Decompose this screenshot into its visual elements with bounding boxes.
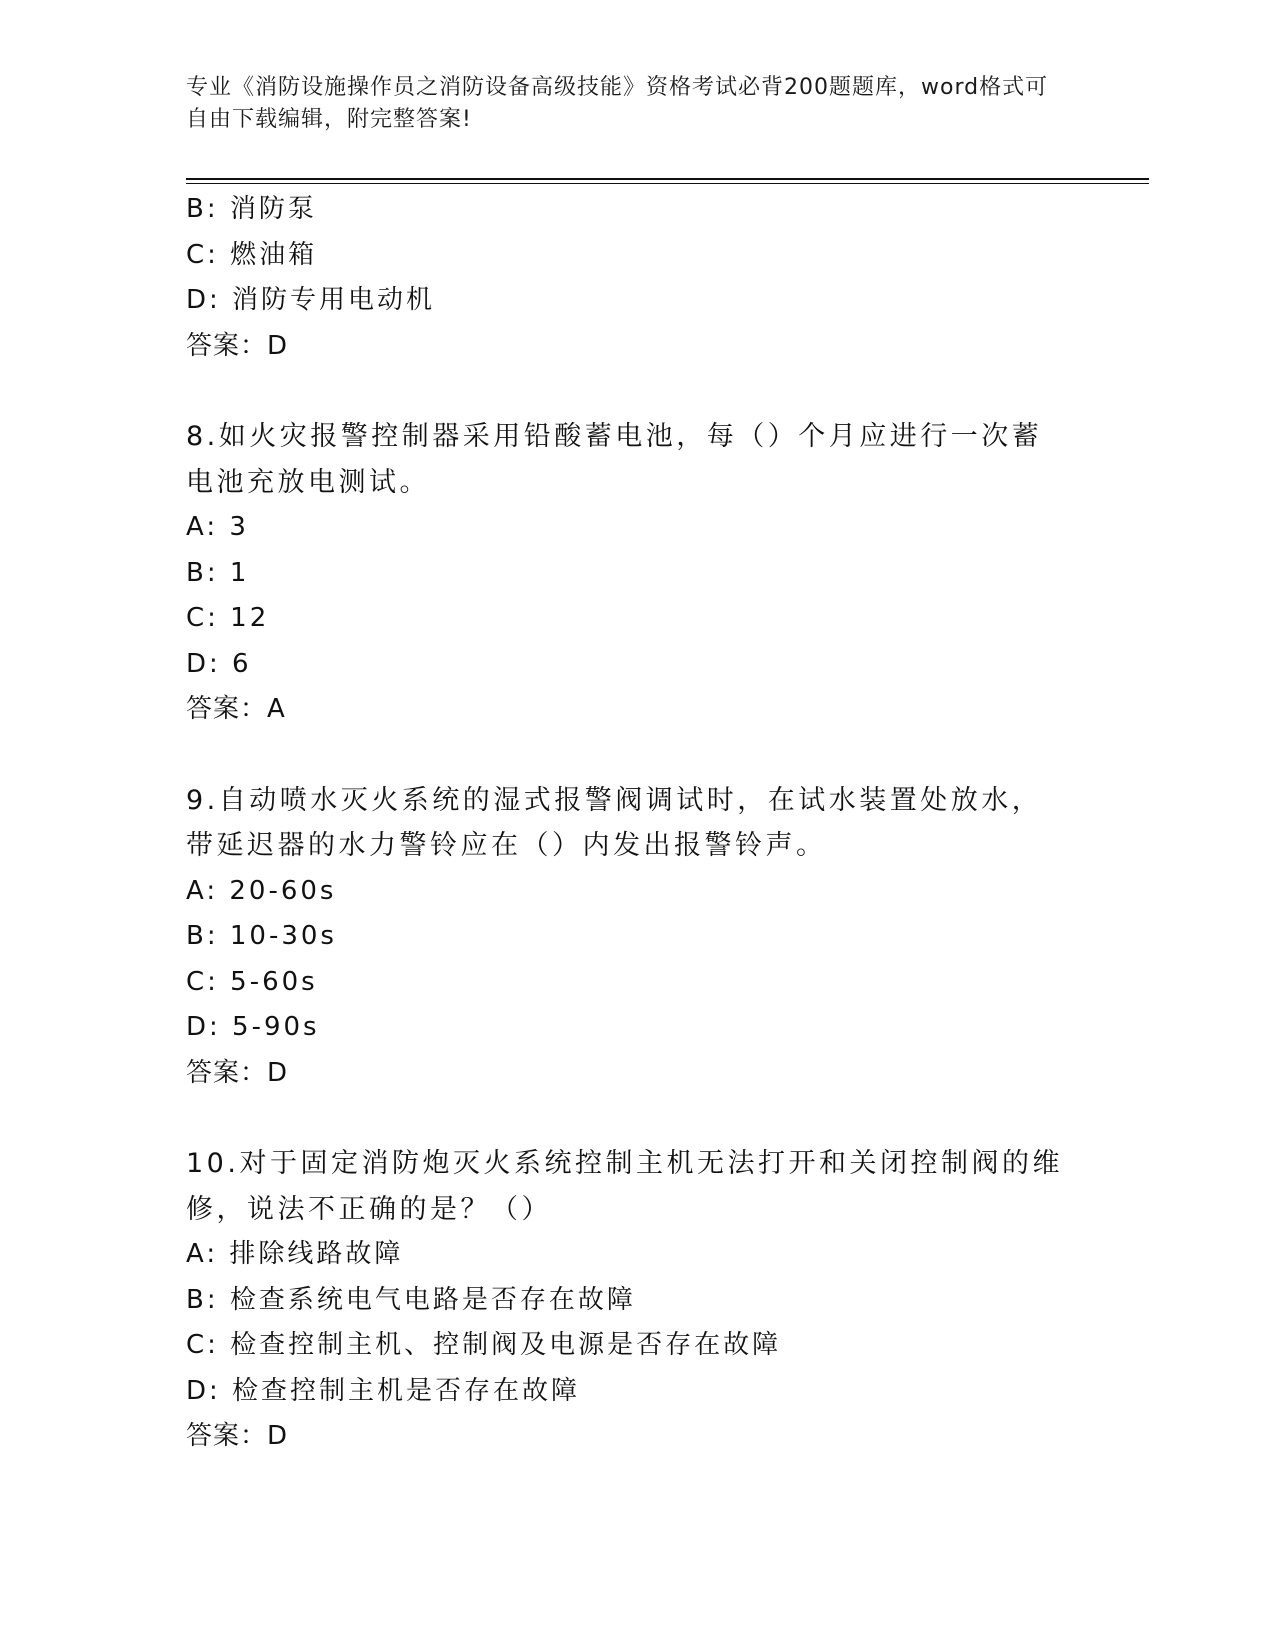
option-d: D: 消防专用电动机 <box>186 285 436 315</box>
question-list <box>186 187 1086 1460</box>
document-header <box>186 72 1066 136</box>
option-d: D: 6 <box>186 648 252 679</box>
answer-line: 答案：D <box>186 1421 289 1451</box>
continued-question <box>186 187 1086 369</box>
option-d: D: 5-90s <box>186 1012 320 1042</box>
header-text: 专业《消防设施操作员之消防设备高级技能》资格考试必背200题题库，word格式可自由下载编辑，附完整答案! <box>186 75 1049 132</box>
header-rule-thin <box>186 183 1149 184</box>
option-a: A: 排除线路故障 <box>186 1239 404 1269</box>
header-rule-thick <box>186 178 1149 180</box>
question-stem: 8.如火灾报警控制器采用铅酸蓄电池，每（）个月应进行一次蓄电池充放电测试。 <box>186 421 1043 498</box>
answer-line: 答案：A <box>186 694 286 724</box>
option-b: B: 10-30s <box>186 921 337 951</box>
question-stem: 9.自动喷水灭火系统的湿式报警阀调试时，在试水装置处放水，带延迟器的水力警铃应在（）内发出报警铃声。 <box>186 784 1043 861</box>
option-c: C: 5-60s <box>186 966 318 997</box>
option-a: A: 3 <box>186 512 249 542</box>
question-8 <box>186 414 1086 733</box>
answer-line: 答案：D <box>186 330 289 361</box>
option-d: D: 检查控制主机是否存在故障 <box>186 1375 581 1406</box>
option-b: B: 1 <box>186 557 250 588</box>
answer-line: 答案：D <box>186 1057 289 1088</box>
question-10 <box>186 1141 1086 1460</box>
option-c: C: 燃油箱 <box>186 239 318 270</box>
question-9 <box>186 778 1086 1097</box>
option-c: C: 检查控制主机、控制阀及电源是否存在故障 <box>186 1330 782 1360</box>
option-c: C: 12 <box>186 603 270 633</box>
option-a: A: 20-60s <box>186 875 337 906</box>
question-stem: 10.对于固定消防炮灭火系统控制主机无法打开和关闭控制阀的维修，说法不正确的是？（） <box>186 1148 1063 1225</box>
option-b: B: 消防泵 <box>186 194 317 224</box>
option-b: B: 检查系统电气电路是否存在故障 <box>186 1284 636 1315</box>
